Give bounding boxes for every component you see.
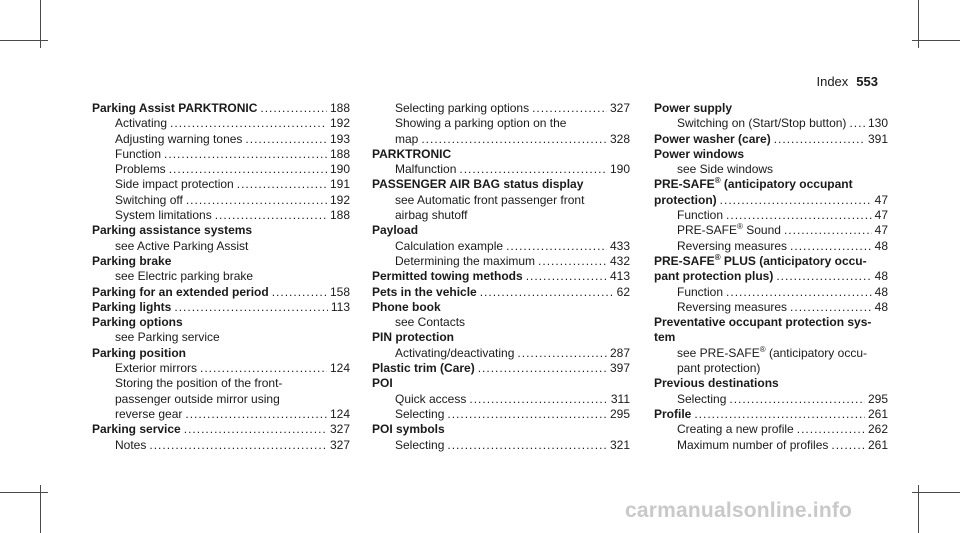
index-subentry	[92, 193, 350, 208]
leader-dots	[164, 147, 327, 162]
index-subentry	[92, 116, 350, 131]
leader-dots	[538, 254, 607, 269]
entry-text: POI symbols	[372, 422, 445, 437]
leader-dots	[790, 239, 872, 254]
leader-dots	[694, 407, 865, 422]
index-subentry	[654, 223, 888, 238]
page-ref: 311	[610, 391, 630, 406]
entry-text: Parking for an extended period	[92, 284, 269, 299]
entry-text: Adjusting warning tones	[115, 131, 243, 146]
index-subentry	[92, 208, 350, 223]
index-heading	[654, 269, 888, 284]
entry-text: see Automatic front passenger front	[395, 192, 585, 207]
entry-text: Selecting	[395, 437, 445, 452]
index-heading	[372, 147, 630, 162]
entry-text: Payload	[372, 223, 419, 238]
index-heading	[654, 132, 888, 147]
entry-text: PRE-SAFE® (anticipatory occupant	[654, 176, 853, 192]
page-ref: 391	[867, 131, 888, 146]
entry-text: pant protection)	[677, 361, 761, 376]
page-ref: 287	[609, 345, 630, 360]
entry-text: Switching on (Start/Stop button)	[677, 116, 847, 131]
leader-dots	[776, 269, 871, 284]
entry-text: Pets in the vehicle	[372, 284, 477, 299]
entry-text: Power windows	[654, 146, 745, 161]
index-subentry	[372, 162, 630, 177]
entry-text: POI	[372, 376, 393, 391]
page-ref: 124	[329, 361, 350, 376]
entry-text: see Parking service	[115, 330, 220, 345]
entry-text: Malfunction	[395, 162, 457, 177]
entry-text: Activating/deactivating	[395, 345, 515, 360]
leader-dots	[797, 422, 865, 437]
leader-dots	[237, 177, 327, 192]
page-ref: 48	[874, 284, 888, 299]
page-ref: 192	[329, 116, 350, 131]
index-column-3	[654, 101, 888, 453]
entry-text: see Side windows	[677, 162, 774, 177]
entry-text: PIN protection	[372, 330, 455, 345]
page-ref: 47	[874, 223, 888, 238]
leader-dots	[459, 162, 607, 177]
index-subentry	[654, 162, 888, 177]
page-ref: 188	[329, 101, 350, 115]
page-ref: 190	[329, 162, 350, 177]
page-ref: 262	[867, 422, 888, 437]
page-ref: 321	[609, 437, 630, 452]
leader-dots	[831, 438, 865, 453]
index-heading	[92, 101, 350, 116]
page-ref: 62	[616, 284, 630, 299]
leader-dots	[186, 193, 327, 208]
index-subentry	[372, 193, 630, 208]
leader-dots	[849, 116, 865, 131]
index-subentry	[92, 361, 350, 376]
entry-text: Parking lights	[92, 299, 172, 314]
page-ref: 413	[609, 269, 630, 284]
page-ref: 47	[874, 208, 888, 223]
entry-text: protection)	[654, 192, 717, 207]
page-ref: 190	[609, 162, 630, 177]
entry-text: Parking Assist PARKTRONIC	[92, 101, 258, 115]
page-ref: 295	[867, 391, 888, 406]
index-subentry	[92, 376, 350, 391]
index-heading	[654, 101, 888, 116]
leader-dots	[517, 346, 607, 361]
crop-mark	[0, 40, 48, 41]
page-ref: 124	[329, 406, 350, 421]
entry-text: Calculation example	[395, 238, 504, 253]
index-heading	[92, 422, 350, 437]
index-subentry	[654, 392, 888, 407]
leader-dots	[790, 300, 872, 315]
index-heading	[654, 147, 888, 162]
page-ref: 192	[329, 192, 350, 207]
page-ref: 47	[874, 192, 888, 207]
index-heading	[372, 376, 630, 391]
index-subentry	[92, 438, 350, 453]
entry-text: Maximum number of profiles	[677, 437, 829, 452]
page-ref: 327	[329, 437, 350, 452]
index-heading	[92, 254, 350, 269]
index-heading	[372, 285, 630, 300]
index-heading	[654, 330, 888, 345]
page-header	[816, 74, 878, 89]
entry-text: Permitted towing methods	[372, 269, 523, 284]
index-column-2	[372, 101, 630, 453]
index-subentry	[654, 438, 888, 453]
entry-text: Function	[677, 284, 724, 299]
entry-text: Profile	[654, 406, 692, 421]
index-subentry	[372, 438, 630, 453]
entry-text: PRE-SAFE® PLUS (anticipatory occu-	[654, 252, 867, 268]
entry-text: Function	[115, 146, 162, 161]
index-subentry	[654, 346, 888, 361]
entry-text: Storing the position of the front-	[115, 376, 283, 391]
index-subentry	[654, 361, 888, 376]
index-heading	[92, 223, 350, 238]
entry-text: PRE-SAFE® Sound	[677, 222, 781, 238]
header-label: Index	[816, 74, 849, 89]
index-subentry	[654, 116, 888, 131]
leader-dots	[421, 132, 607, 147]
index-heading	[372, 300, 630, 315]
page-ref: 397	[609, 361, 630, 376]
index-subentry	[372, 346, 630, 361]
index-subentry	[92, 239, 350, 254]
crop-mark	[912, 492, 960, 493]
leader-dots	[532, 101, 607, 116]
entry-text: Determining the maximum	[395, 253, 536, 268]
leader-dots	[506, 239, 607, 254]
page-ref: 327	[329, 422, 350, 437]
entry-text: Switching off	[115, 192, 183, 207]
page-ref: 158	[329, 284, 350, 299]
entry-text: Creating a new profile	[677, 422, 794, 437]
entry-text: PARKTRONIC	[372, 146, 452, 161]
index-subentry	[372, 239, 630, 254]
entry-text: pant protection plus)	[654, 269, 774, 284]
entry-text: Parking service	[92, 422, 181, 437]
entry-text: Parking assistance systems	[92, 223, 253, 238]
page-ref: 48	[874, 238, 888, 253]
page-ref: 48	[874, 269, 888, 284]
page-ref: 130	[867, 116, 888, 131]
index-subentry	[654, 422, 888, 437]
index-heading	[372, 330, 630, 345]
leader-dots	[260, 101, 327, 116]
page-ref: 261	[867, 406, 888, 421]
crop-mark	[0, 492, 48, 493]
page-ref: 193	[329, 131, 350, 146]
index-heading	[92, 285, 350, 300]
index-subentry	[372, 315, 630, 330]
leader-dots	[169, 162, 327, 177]
index-heading	[372, 422, 630, 437]
index-heading	[92, 315, 350, 330]
leader-dots	[447, 438, 607, 453]
entry-text: see Contacts	[395, 315, 466, 330]
leader-dots	[729, 392, 865, 407]
entry-text: Previous destinations	[654, 376, 779, 391]
index-heading	[654, 177, 888, 192]
leader-dots	[174, 300, 328, 315]
page-ref: 327	[609, 101, 630, 115]
entry-text: PASSENGER AIR BAG status display	[372, 177, 584, 192]
entry-text: Plastic trim (Care)	[372, 361, 475, 376]
crop-mark	[912, 40, 960, 41]
index-column-1	[92, 101, 350, 453]
leader-dots	[447, 407, 607, 422]
leader-dots	[245, 132, 327, 147]
page-ref: 328	[609, 131, 630, 146]
entry-text: see PRE-SAFE® (anticipatory occu-	[677, 344, 867, 360]
page-ref: 433	[609, 238, 630, 253]
index-subentry	[372, 254, 630, 269]
entry-text: Parking brake	[92, 253, 172, 268]
leader-dots	[784, 223, 872, 238]
entry-text: Function	[677, 208, 724, 223]
entry-text: passenger outside mirror using	[115, 391, 280, 406]
page-number: 553	[856, 74, 878, 89]
entry-text: System limitations	[115, 208, 212, 223]
page-ref: 188	[329, 208, 350, 223]
index-heading	[372, 361, 630, 376]
index-heading	[372, 269, 630, 284]
leader-dots	[149, 438, 327, 453]
entry-text: Showing a parking option on the	[395, 116, 567, 131]
index-subentry	[372, 101, 630, 116]
index-subentry	[372, 116, 630, 131]
entry-text: Parking position	[92, 345, 187, 360]
entry-text: Problems	[115, 162, 166, 177]
index-subentry	[92, 147, 350, 162]
index-heading	[654, 254, 888, 269]
leader-dots	[478, 361, 607, 376]
entry-text: Power washer (care)	[654, 131, 771, 146]
index-heading	[372, 223, 630, 238]
page-ref: 261	[867, 437, 888, 452]
leader-dots	[726, 208, 872, 223]
index-heading	[654, 376, 888, 391]
entry-text: Activating	[115, 116, 168, 131]
leader-dots	[184, 422, 327, 437]
page-ref: 295	[609, 406, 630, 421]
index-subentry	[654, 285, 888, 300]
entry-text: Notes	[115, 437, 147, 452]
leader-dots	[774, 132, 865, 147]
entry-text: Power supply	[654, 101, 733, 115]
index-subentry	[654, 239, 888, 254]
entry-text: Selecting	[395, 406, 445, 421]
entry-text: tem	[654, 330, 676, 345]
index-subentry	[372, 407, 630, 422]
entry-text: Exterior mirrors	[115, 361, 198, 376]
leader-dots	[526, 269, 607, 284]
entry-text: see Active Parking Assist	[115, 238, 249, 253]
entry-text: Reversing measures	[677, 238, 788, 253]
index-heading	[92, 300, 350, 315]
index-subentry	[654, 300, 888, 315]
entry-text: Parking options	[92, 315, 183, 330]
entry-text: reverse gear	[115, 406, 183, 421]
entry-text: Selecting parking options	[395, 101, 530, 115]
entry-text: Side impact protection	[115, 177, 234, 192]
index-subentry	[92, 177, 350, 192]
entry-text: Preventative occupant protection sys-	[654, 315, 872, 330]
index-heading	[372, 177, 630, 192]
leader-dots	[469, 392, 608, 407]
index-subentry	[92, 132, 350, 147]
entry-text: Phone book	[372, 299, 441, 314]
leader-dots	[726, 285, 872, 300]
page-ref: 188	[329, 146, 350, 161]
index-subentry	[372, 132, 630, 147]
entry-text: Reversing measures	[677, 299, 788, 314]
leader-dots	[720, 193, 872, 208]
index-subentry	[654, 208, 888, 223]
index-subentry	[92, 269, 350, 284]
entry-text: airbag shutoff	[395, 208, 468, 223]
watermark: carmanualsonline.info	[625, 499, 853, 522]
index-subentry	[92, 407, 350, 422]
entry-text: Quick access	[395, 391, 467, 406]
index-subentry	[372, 392, 630, 407]
leader-dots	[185, 407, 327, 422]
leader-dots	[200, 361, 327, 376]
index-subentry	[92, 330, 350, 345]
entry-text: Selecting	[677, 391, 727, 406]
leader-dots	[272, 285, 327, 300]
page-ref: 191	[329, 177, 350, 192]
entry-text: map	[395, 131, 419, 146]
index-heading	[654, 407, 888, 422]
page-ref: 432	[609, 253, 630, 268]
leader-dots	[170, 116, 327, 131]
index-heading	[654, 193, 888, 208]
index-heading	[654, 315, 888, 330]
leader-dots	[215, 208, 327, 223]
index-subentry	[92, 392, 350, 407]
page-ref: 48	[874, 299, 888, 314]
index-heading	[92, 346, 350, 361]
page-ref: 113	[330, 299, 350, 314]
leader-dots	[480, 285, 614, 300]
index-subentry	[372, 208, 630, 223]
index-subentry	[92, 162, 350, 177]
entry-text: see Electric parking brake	[115, 269, 254, 284]
